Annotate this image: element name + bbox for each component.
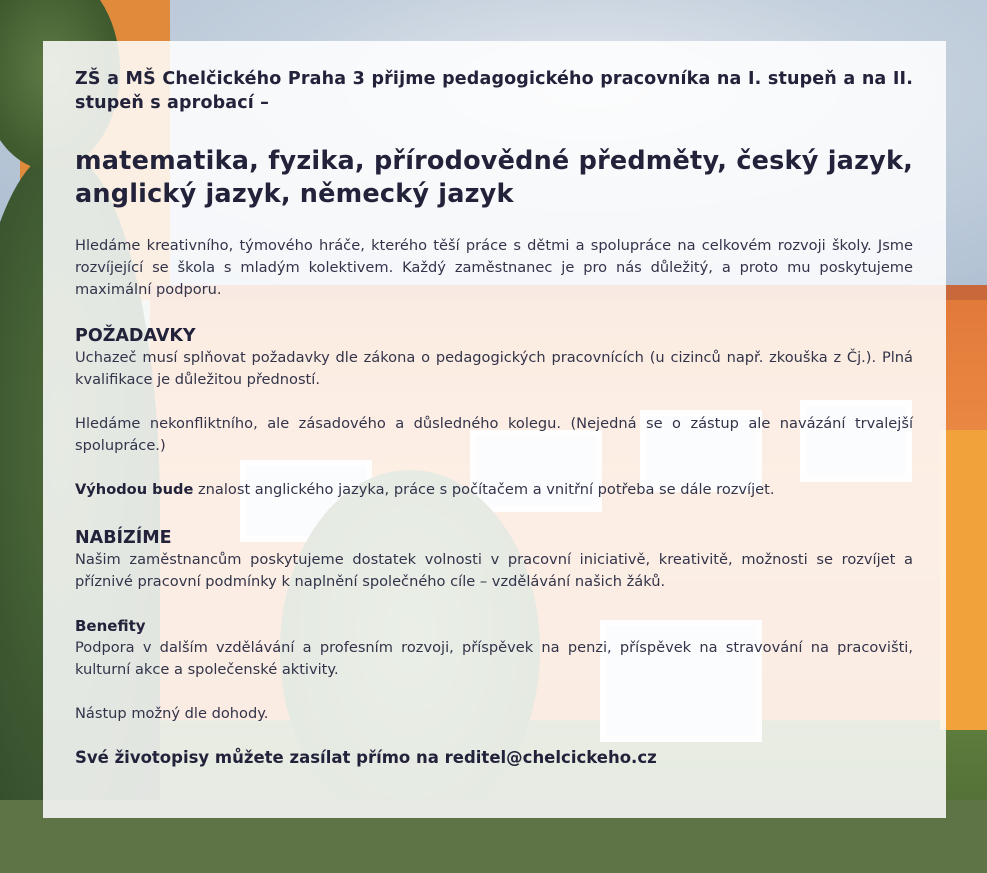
advantage-paragraph — [75, 479, 913, 501]
headline: ZŠ a MŠ Chelčického Praha 3 přijme pedagogického pracovníka na I. stupeň a na II. stupeň s aprobací – — [75, 69, 913, 113]
background-building-right — [940, 430, 987, 730]
start-note: Nástup možný dle dohody. — [75, 705, 269, 722]
offer-paragraph: Našim zaměstnancům poskytujeme dostatek volnosti v pracovní iniciativě, kreativitě, možnosti se rozvíjet a příznivé pracovní podmínky k naplnění společného cíle – vzdělávání našich žáků. — [75, 551, 913, 590]
advantage-label: Výhodou bude — [75, 481, 194, 498]
contact-cta: Své životopisy můžete zasílat přímo na reditel@chelcickeho.cz — [75, 748, 657, 767]
advantage-text: znalost anglického jazyka, práce s počítačem a vnitřní potřeba se dále rozvíjet. — [193, 481, 775, 498]
job-offer-card — [43, 41, 946, 818]
benefits-title: Benefity — [75, 617, 146, 635]
requirements-paragraph: Uchazeč musí splňovat požadavky dle zákona o pedagogických pracovnících (u cizinců např. zkouška z Čj.). Plná kvalifikace je důležitou předností. — [75, 349, 913, 388]
benefits-paragraph: Podpora v dalším vzdělávání a profesním rozvoji, příspěvek na penzi, příspěvek na stravování na pracovišti, kulturní akce a společenské aktivity. — [75, 639, 913, 678]
intro-paragraph: Hledáme kreativního, týmového hráče, kterého těší práce s dětmi a spolupráce na celkovém rozvoji školy. Jsme rozvíjející se škola s mladým kolektivem. Každý zaměstnanec je pro nás důležitý, a proto mu poskytujeme maximální podporu. — [75, 237, 913, 298]
offer-title: NABÍZÍME — [75, 528, 172, 548]
requirements-title: POŽADAVKY — [75, 326, 196, 346]
job-offer-content — [75, 67, 913, 769]
subjects-heading: matematika, fyzika, přírodovědné předměty, český jazyk, anglický jazyk, německý jazyk — [75, 146, 913, 209]
requirements-paragraph-2: Hledáme nekonfliktního, ale zásadového a důsledného kolegu. (Nejedná se o zástup ale navázání trvalejší spolupráce.) — [75, 415, 913, 454]
